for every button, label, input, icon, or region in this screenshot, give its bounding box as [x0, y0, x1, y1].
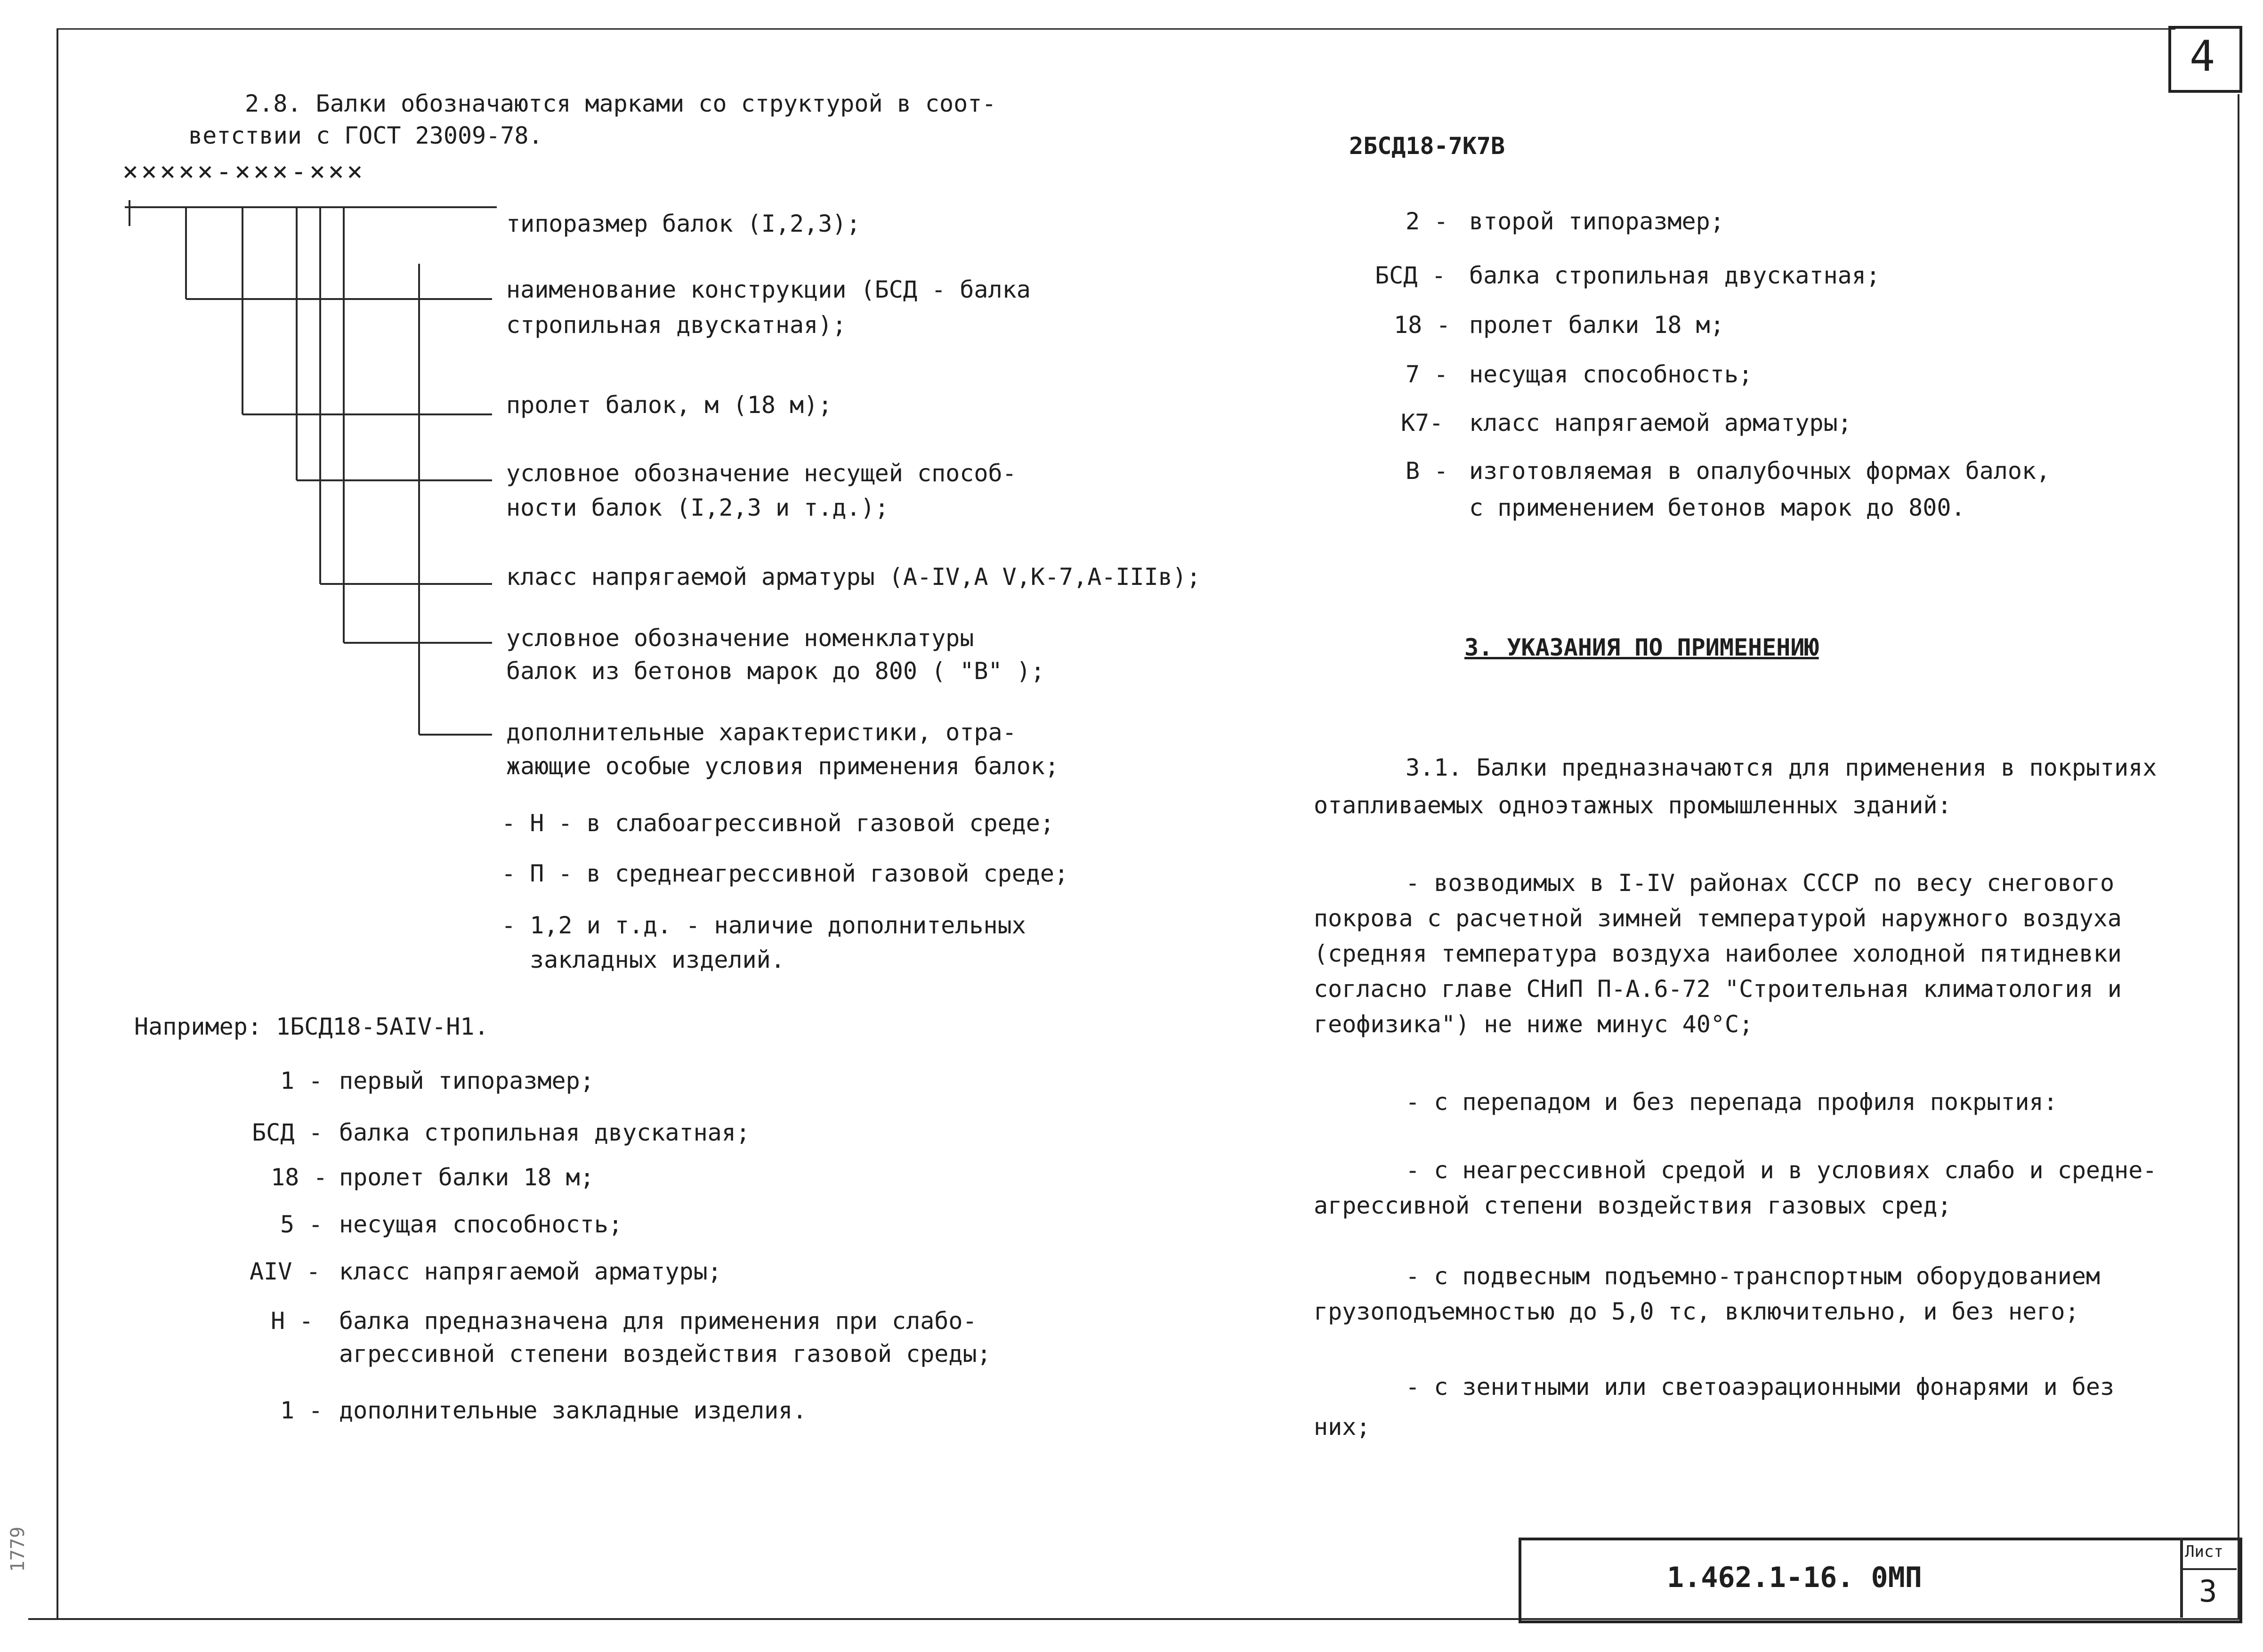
- paragraph-line-13: - с зенитными или светоаэрационными фонарями и без: [1406, 1373, 2115, 1401]
- right-item-key-2: БСД -: [1375, 262, 1446, 289]
- example-item-key-4: 5 -: [280, 1211, 323, 1238]
- example-item-key-6: Н -: [271, 1307, 314, 1335]
- legend-line-10: дополнительные характеристики, отра-: [506, 719, 1017, 746]
- right-item-text-3: пролет балки 18 м;: [1469, 311, 1724, 339]
- example-title: Например: 1БСД18-5АIV-Н1.: [134, 1013, 489, 1040]
- example-item-key-5: АIV -: [250, 1258, 321, 1285]
- sheet-number: 3: [2199, 1574, 2217, 1609]
- legend-line-12: - Н - в слабоагрессивной газовой среде;: [501, 810, 1054, 837]
- paragraph-line-1: 3.1. Балки предназначаются для применения в покрытиях: [1406, 754, 2157, 781]
- right-item-key-6: В -: [1406, 457, 1448, 485]
- paragraph-line-5: (средняя температура воздуха наиболее холодной пятидневки: [1314, 940, 2122, 967]
- corner-number: 4: [2190, 32, 2215, 81]
- paragraph-line-8: - с перепадом и без перепада профиля покрытия:: [1406, 1088, 2058, 1116]
- paragraph-line-9: - с неагрессивной средой и в условиях слабо и средне-: [1406, 1157, 2157, 1184]
- intro-line-2: ветствии с ГОСТ 23009-78.: [188, 122, 543, 149]
- paragraph-line-6: согласно главе СНиП П-А.6-72 "Строительная климатология и: [1314, 975, 2122, 1003]
- right-item-text-7: с применением бетонов марок до 800.: [1469, 494, 1965, 521]
- legend-line-3: стропильная двускатная);: [506, 311, 847, 339]
- legend-line-8: условное обозначение номенклатуры: [506, 624, 974, 652]
- legend-line-15: закладных изделий.: [530, 946, 785, 973]
- intro-line-1: 2.8. Балки обозначаются марками со структурой в соот-: [245, 90, 996, 117]
- right-item-text-1: второй типоразмер;: [1469, 208, 1724, 235]
- legend-line-7: класс напрягаемой арматуры (А-IV,А V,К-7,А-IIIв);: [506, 563, 1201, 591]
- paragraph-line-12: грузоподъемностью до 5,0 тс, включительно, и без него;: [1314, 1298, 2079, 1325]
- right-example-mark: 2БСД18-7К7В: [1349, 132, 1505, 160]
- paragraph-line-4: покрова с расчетной зимней температурой наружного воздуха: [1314, 905, 2122, 932]
- example-item-text-2: балка стропильная двускатная;: [339, 1119, 750, 1146]
- right-item-key-4: 7 -: [1406, 361, 1448, 388]
- example-item-key-3: 18 -: [271, 1164, 328, 1191]
- right-item-text-5: класс напрягаемой арматуры;: [1469, 409, 1852, 437]
- legend-line-2: наименование конструкции (БСД - балка: [506, 276, 1031, 303]
- example-item-key-8: 1 -: [280, 1397, 323, 1424]
- paragraph-line-3: - возводимых в I-IV районах СССР по весу снегового: [1406, 869, 2115, 897]
- example-item-text-7: агрессивной степени воздействия газовой среды;: [339, 1340, 991, 1368]
- example-item-text-3: пролет балки 18 м;: [339, 1164, 594, 1191]
- example-item-text-5: класс напрягаемой арматуры;: [339, 1258, 722, 1285]
- legend-line-14: - 1,2 и т.д. - наличие дополнительных: [501, 912, 1026, 939]
- example-item-text-6: балка предназначена для применения при слабо-: [339, 1307, 977, 1335]
- right-item-text-6: изготовляемая в опалубочных формах балок,: [1469, 457, 2051, 485]
- example-item-text-4: несущая способность;: [339, 1211, 623, 1238]
- paragraph-line-14: них;: [1314, 1413, 1371, 1441]
- right-item-key-1: 2 -: [1406, 208, 1448, 235]
- legend-line-13: - П - в среднеагрессивной газовой среде;: [501, 860, 1069, 887]
- legend-line-4: пролет балок, м (18 м);: [506, 391, 832, 419]
- right-item-text-4: несущая способность;: [1469, 361, 1753, 388]
- section-title: 3. УКАЗАНИЯ ПО ПРИМЕНЕНИЮ: [1464, 634, 1819, 661]
- legend-line-9: балок из бетонов марок до 800 ( "В" );: [506, 657, 1045, 685]
- right-item-key-5: К7-: [1401, 409, 1444, 437]
- legend-line-5: условное обозначение несущей способ-: [506, 460, 1017, 487]
- document-code: 1.462.1-16. 0МП: [1667, 1561, 1922, 1594]
- example-item-text-1: первый типоразмер;: [339, 1067, 594, 1094]
- example-item-key-2: БСД -: [252, 1119, 323, 1146]
- paragraph-line-10: агрессивной степени воздействия газовых сред;: [1314, 1192, 1952, 1219]
- legend-line-1: типоразмер балок (I,2,3);: [506, 210, 861, 237]
- example-item-text-8: дополнительные закладные изделия.: [339, 1397, 807, 1424]
- legend-line-6: ности балок (I,2,3 и т.д.);: [506, 494, 889, 521]
- paragraph-line-2: отапливаемых одноэтажных промышленных зданий:: [1314, 792, 1952, 819]
- paragraph-line-11: - с подвесным подъемно-транспортным оборудованием: [1406, 1263, 2101, 1290]
- right-item-text-2: балка стропильная двускатная;: [1469, 262, 1880, 289]
- legend-line-11: жающие особые условия применения балок;: [506, 753, 1059, 780]
- right-item-key-3: 18 -: [1394, 311, 1451, 339]
- example-item-key-1: 1 -: [280, 1067, 323, 1094]
- paragraph-line-7: геофизика") не ниже минус 40°С;: [1314, 1011, 1754, 1038]
- side-note: 1779: [7, 1526, 29, 1572]
- mark-pattern: ×××××-×××-×××: [122, 156, 366, 187]
- sheet-label: Лист: [2185, 1542, 2223, 1561]
